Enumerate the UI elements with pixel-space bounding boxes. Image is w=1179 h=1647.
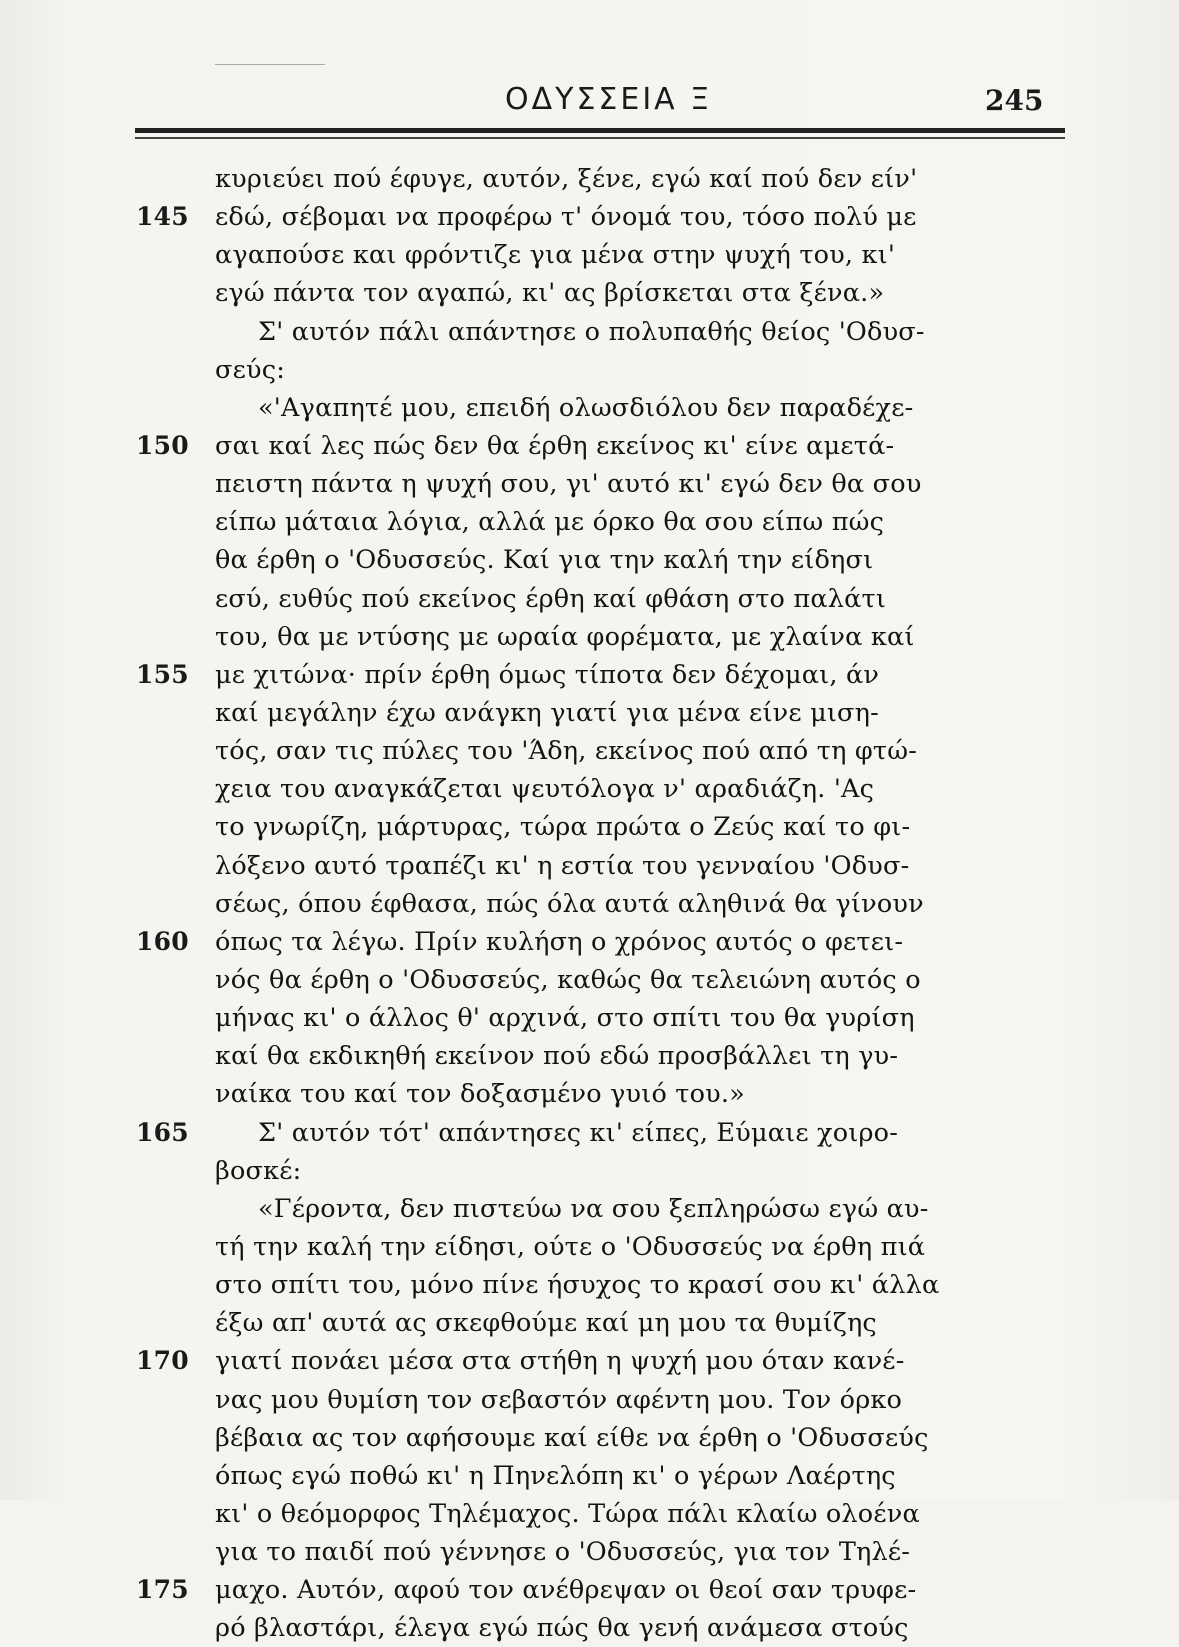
text-line [0,580,1179,618]
line-text: σαι καί λες πώς δεν θα έρθη εκείνος κι' είνε αμετά- [215,430,895,461]
text-line [0,923,1179,961]
line-text: βέβαια ας τον αφήσουμε καί είθε να έρθη ο 'Οδυσσεύς [215,1422,929,1453]
line-text: όπως εγώ ποθώ κι' η Πηνελόπη κι' ο γέρων Λαέρτης [215,1460,896,1491]
text-line [0,1075,1179,1113]
line-text: θα έρθη ο 'Οδυσσεύς. Καί για την καλή την είδησι [215,545,874,576]
text-line [0,1152,1179,1190]
text-line [0,160,1179,198]
text-line [0,503,1179,541]
text-line [0,618,1179,656]
page-number: 245 [985,84,1044,117]
text-line [0,656,1179,694]
line-text: καί θα εκδικηθή εκείνον πού εδώ προσβάλλει τη γυ- [215,1041,899,1072]
line-text: ναίκα του καί τον δοξασμένο γυιό του.» [215,1079,745,1110]
body-text [0,160,1179,1647]
line-text: Σ' αυτόν πάλι απάντησε ο πολυπαθής θείος 'Οδυσ- [258,316,925,347]
line-number: 160 [136,926,189,956]
text-line [0,389,1179,427]
line-number: 175 [136,1575,189,1605]
text-line [0,351,1179,389]
text-line [0,1381,1179,1419]
line-text: τή την καλή την είδησι, ούτε ο 'Οδυσσεύς να έρθη πιά [215,1231,926,1262]
line-number: 165 [136,1117,189,1147]
header-rule-thick [135,128,1065,133]
line-text: κυριεύει πού έφυγε, αυτόν, ξένε, εγώ καί πού δεν είν' [215,164,918,194]
text-line [0,1304,1179,1342]
text-line [0,847,1179,885]
text-line [0,999,1179,1037]
text-line [0,961,1179,999]
text-line [0,427,1179,465]
line-text: κι' ο θεόμορφος Τηλέμαχος. Τώρα πάλι κλαίω ολοένα [215,1498,920,1529]
text-line [0,1571,1179,1609]
line-text: καί μεγάλην έχω ανάγκη γιατί για μένα είνε μιση- [215,697,879,728]
line-text: «'Αγαπητέ μου, επειδή ολωσδιόλου δεν παραδέχε- [258,392,914,423]
line-number: 150 [136,430,189,460]
line-text: νας μου θυμίση τον σεβαστόν αφέντη μου. Τον όρκο [215,1384,903,1415]
line-text: με χιτώνα· πρίν έρθη όμως τίποτα δεν δέχομαι, άν [215,659,880,690]
line-text: «Γέροντα, δεν πιστεύω να σου ξεπληρώσω εγώ αυ- [258,1193,929,1224]
line-text: τός, σαν τις πύλες του 'Άδη, εκείνος πού από τη φτώ- [215,736,918,767]
text-line [0,1037,1179,1075]
text-line [0,1495,1179,1533]
line-text: σέως, όπου έφθασα, πώς όλα αυτά αληθινά θα γίνουν [215,888,924,919]
line-text: πειστη πάντα η ψυχή σου, γι' αυτό κι' εγώ δεν θα σου [215,469,922,500]
text-line [0,1419,1179,1457]
text-line [0,1266,1179,1304]
line-number: 170 [136,1346,189,1376]
line-text: έξω απ' αυτά ας σκεφθούμε καί μη μου τα θυμίζης [215,1308,877,1339]
line-number: 155 [136,659,189,689]
line-text: μήνας κι' ο άλλος θ' αρχινά, στο σπίτι του θα γυρίση [215,1003,915,1034]
line-text: Σ' αυτόν τότ' απάντησες κι' είπες, Εύμαιε χοιρο- [258,1117,899,1148]
running-title: ΟΔΥΣΣΕΙΑ Ξ [505,82,713,117]
header-rule-thin [135,137,1065,139]
line-text: στο σπίτι του, μόνο πίνε ήσυχος το κρασί σου κι' άλλα [215,1270,940,1301]
text-line [0,885,1179,923]
line-text: μαχο. Αυτόν, αφού τον ανέθρεψαν οι θεοί σαν τρυφε- [215,1575,917,1606]
line-text: ρό βλαστάρι, έλεγα εγώ πώς θα γενή ανάμεσα στούς [215,1613,909,1644]
line-text: χεια του αναγκάζεται ψευτόλογα ν' αραδιάζη. 'Ας [215,774,875,805]
line-text: εσύ, ευθύς πού εκείνος έρθη καί φθάση στο παλάτι [215,583,887,614]
line-text: σεύς: [215,354,285,385]
text-line [0,732,1179,770]
text-line [0,1114,1179,1152]
text-line [0,1457,1179,1495]
line-text: λόξενο αυτό τραπέζι κι' η εστία του γενναίου 'Οδυσ- [215,850,910,881]
text-line [0,465,1179,503]
line-text: το γνωρίζη, μάρτυρας, τώρα πρώτα ο Ζεύς καί το φι- [215,812,911,843]
line-number: 145 [136,202,189,232]
text-line [0,770,1179,808]
text-line [0,236,1179,274]
faint-top-mark [215,64,325,65]
line-text: γιατί πονάει μέσα στα στήθη η ψυχή μου όταν κανέ- [215,1346,905,1377]
text-line [0,541,1179,579]
line-text: εγώ πάντα τον αγαπώ, κι' ας βρίσκεται στα ξένα.» [215,278,885,309]
page-header [0,78,1179,128]
text-line [0,198,1179,236]
text-line [0,274,1179,312]
text-line [0,1533,1179,1571]
text-line [0,808,1179,846]
line-text: αγαπούσε και φρόντιζε για μένα στην ψυχή του, κι' [215,240,896,271]
line-text: όπως τα λέγω. Πρίν κυλήση ο χρόνος αυτός ο φετει- [215,926,904,957]
line-text: νός θα έρθη ο 'Οδυσσεύς, καθώς θα τελειώνη αυτός ο [215,964,921,995]
line-text: βοσκέ: [215,1155,302,1186]
line-text: για το παιδί πού γέννησε ο 'Οδυσσεύς, για τον Τηλέ- [215,1537,911,1568]
text-line [0,694,1179,732]
line-text: του, θα με ντύσης με ωραία φορέματα, με χλαίνα καί [215,621,915,652]
text-line [0,1228,1179,1266]
text-line [0,1342,1179,1380]
text-line [0,1609,1179,1647]
text-line [0,1190,1179,1228]
text-line [0,313,1179,351]
line-text: εδώ, σέβομαι να προφέρω τ' όνομά του, τόσο πολύ με [215,202,917,233]
line-text: είπω μάταια λόγια, αλλά με όρκο θα σου είπω πώς [215,507,885,538]
